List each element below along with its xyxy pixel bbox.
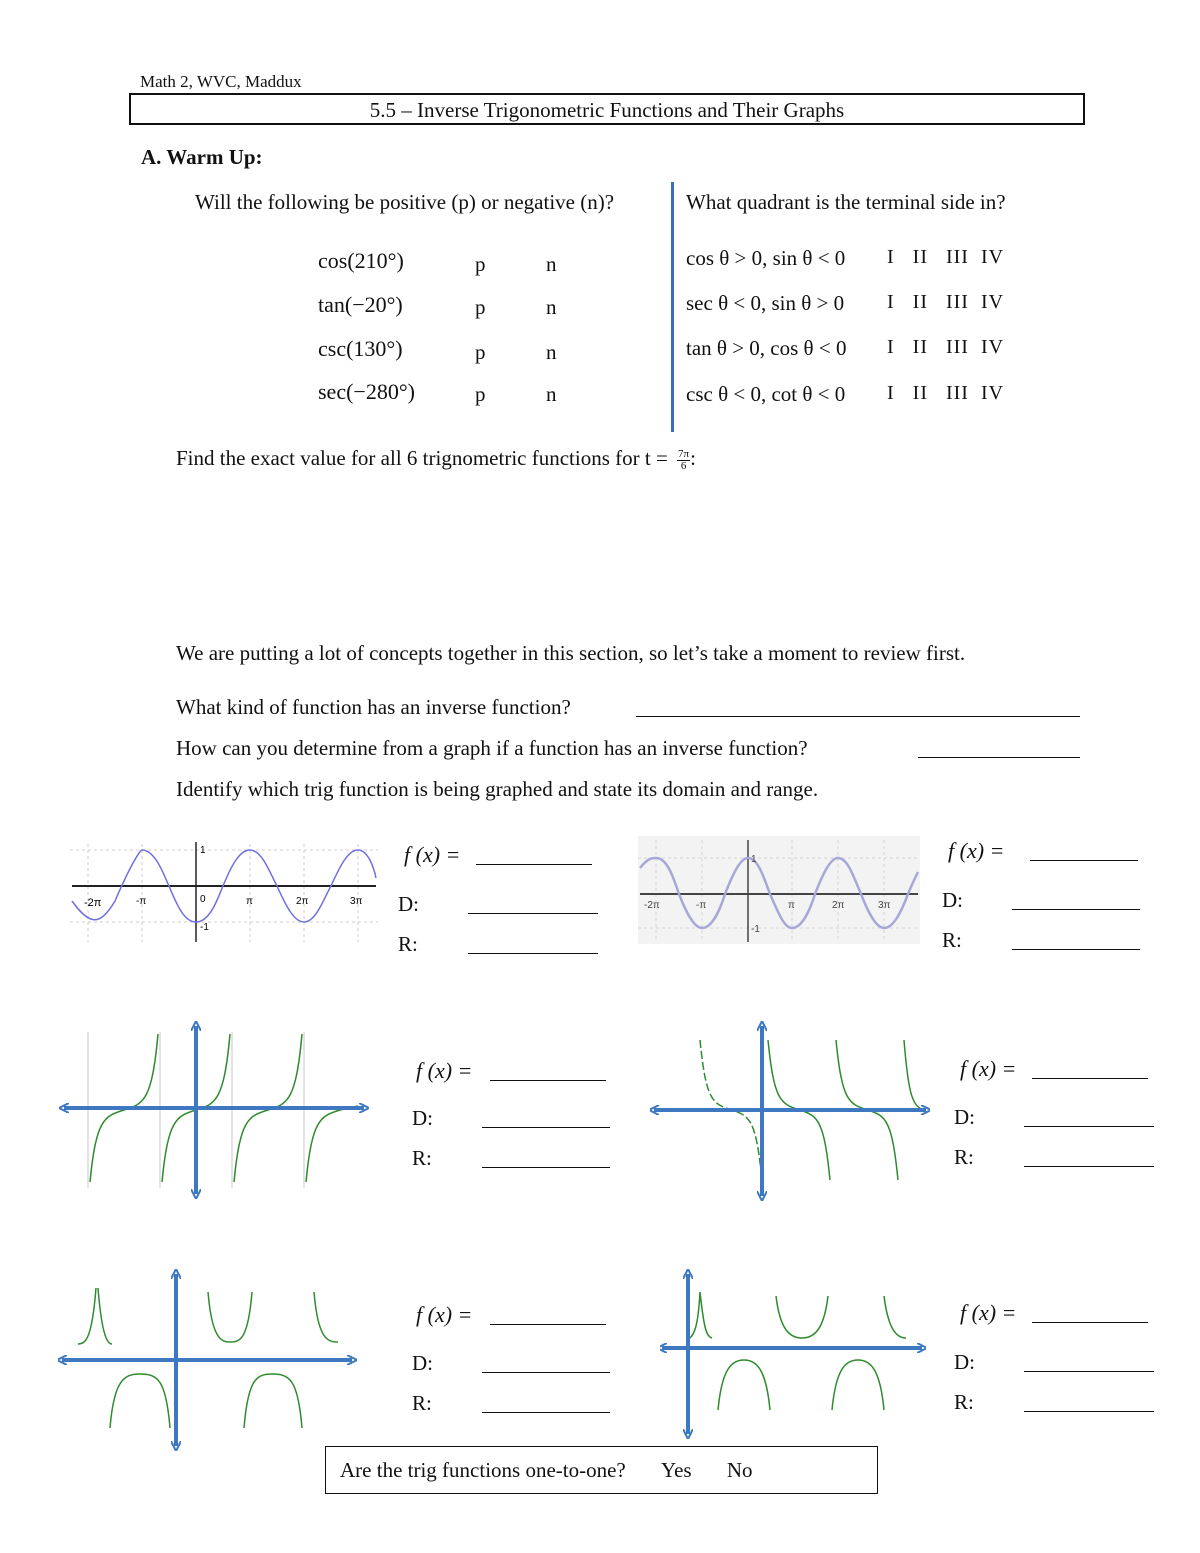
inverse-answer-blank[interactable]	[636, 696, 1080, 717]
fx-label-1: f (x) =	[404, 842, 461, 867]
g1-xtick-4: π	[246, 896, 253, 907]
quadrant-options-3[interactable]: I II III IV	[887, 336, 1005, 358]
domain-blank-4[interactable]	[1024, 1106, 1154, 1127]
domain-blank-1[interactable]	[468, 893, 598, 914]
quadrant-options-1[interactable]: I II III IV	[887, 246, 1005, 268]
g2-xtick-3: π	[788, 900, 795, 911]
sign-prompt: Will the following be positive (p) or negative (n)?	[195, 190, 615, 214]
g2-ytick-1: 1	[751, 854, 757, 865]
sign-expr-1: cos(210°)	[318, 248, 404, 273]
quadrant-condition-3: tan θ > 0, cos θ < 0	[686, 336, 847, 360]
inverse-question: What kind of function has an inverse function?	[176, 695, 571, 719]
page-title: 5.5 – Inverse Trigonometric Functions and Their Graphs	[129, 93, 1085, 125]
fraction	[677, 449, 690, 472]
quadrant-prompt: What quadrant is the terminal side in?	[686, 190, 1006, 214]
sign-expr-2: tan(−20°)	[318, 292, 403, 317]
range-blank-2[interactable]	[1012, 929, 1140, 950]
g2-xtick-5: 3π	[878, 900, 891, 911]
domain-label-2: D:	[942, 888, 963, 912]
exact-value-text: Find the exact value for all 6 trignometric functions for t =	[176, 446, 668, 470]
domain-blank-3[interactable]	[482, 1107, 610, 1128]
g1-xtick-1: -2π	[84, 897, 102, 909]
fx-blank-2[interactable]	[1030, 840, 1138, 861]
range-label-3: R:	[412, 1146, 432, 1170]
range-blank-4[interactable]	[1024, 1146, 1154, 1167]
g2-ytick-neg1: -1	[751, 924, 760, 935]
g1-ytick-neg1: -1	[200, 922, 209, 933]
domain-label-6: D:	[954, 1350, 975, 1374]
one-to-one-question: Are the trig functions one-to-one?	[340, 1458, 626, 1482]
sign-option-n-1[interactable]: n	[546, 252, 557, 276]
range-label-2: R:	[942, 928, 962, 952]
domain-label-5: D:	[412, 1351, 433, 1375]
g1-ytick-1: 1	[200, 845, 206, 856]
domain-label-1: D:	[398, 892, 419, 916]
yes-option[interactable]: Yes	[661, 1458, 692, 1482]
fx-label-4: f (x) =	[960, 1056, 1017, 1081]
range-label-4: R:	[954, 1145, 974, 1169]
sign-option-p-2[interactable]: p	[475, 295, 486, 319]
range-blank-1[interactable]	[468, 933, 598, 954]
quadrant-condition-4: csc θ < 0, cot θ < 0	[686, 382, 846, 406]
domain-label-4: D:	[954, 1105, 975, 1129]
graph-test-answer-blank[interactable]	[918, 737, 1080, 758]
range-blank-3[interactable]	[482, 1147, 610, 1168]
sign-option-n-3[interactable]: n	[546, 340, 557, 364]
sign-option-p-1[interactable]: p	[475, 252, 486, 276]
quadrant-options-2[interactable]: I II III IV	[887, 291, 1005, 313]
g1-xtick-6: 3π	[350, 896, 363, 907]
sign-expr-4: sec(−280°)	[318, 379, 415, 404]
fx-label-5: f (x) =	[416, 1302, 473, 1327]
column-divider	[671, 182, 674, 432]
fx-label-2: f (x) =	[948, 838, 1005, 863]
domain-blank-5[interactable]	[482, 1352, 610, 1373]
fx-blank-6[interactable]	[1032, 1302, 1148, 1323]
g1-xtick-2: -π	[136, 896, 147, 907]
one-to-one-box	[325, 1446, 878, 1494]
fx-blank-5[interactable]	[490, 1304, 606, 1325]
quadrant-condition-2: sec θ < 0, sin θ > 0	[686, 291, 845, 315]
g2-xtick-4: 2π	[832, 900, 845, 911]
section-a-heading: A. Warm Up:	[141, 145, 263, 169]
sign-option-n-2[interactable]: n	[546, 295, 557, 319]
sine-graph	[70, 838, 378, 944]
cotangent-graph	[650, 1020, 930, 1202]
quadrant-condition-1: cos θ > 0, sin θ < 0	[686, 246, 846, 270]
range-label-5: R:	[412, 1391, 432, 1415]
graph-test-question: How can you determine from a graph if a function has an inverse function?	[176, 736, 808, 760]
cosine-graph	[638, 836, 920, 944]
identify-instruction: Identify which trig function is being graphed and state its domain and range.	[176, 777, 819, 801]
range-label-1: R:	[398, 932, 418, 956]
range-blank-5[interactable]	[482, 1392, 610, 1413]
g2-xtick-2: -π	[696, 900, 707, 911]
fx-label-3: f (x) =	[416, 1058, 473, 1083]
sign-expr-3: csc(130°)	[318, 336, 403, 361]
fx-blank-3[interactable]	[490, 1060, 606, 1081]
exact-value-colon: :	[690, 446, 696, 470]
sign-option-p-3[interactable]: p	[475, 340, 486, 364]
fx-blank-1[interactable]	[476, 844, 592, 865]
tangent-graph	[58, 1020, 370, 1200]
fraction-denominator: 6	[680, 459, 687, 472]
domain-blank-2[interactable]	[1012, 889, 1140, 910]
fraction-numerator: 7π	[678, 447, 690, 460]
quadrant-options-4[interactable]: I II III IV	[887, 382, 1005, 404]
domain-label-3: D:	[412, 1106, 433, 1130]
g1-xtick-3: 0	[200, 894, 206, 905]
sign-option-n-4[interactable]: n	[546, 382, 557, 406]
cosecant-curves	[690, 1292, 906, 1410]
no-option[interactable]: No	[726, 1458, 753, 1482]
review-intro: We are putting a lot of concepts together in this section, so let’s take a moment to review first.	[176, 641, 966, 665]
sign-option-p-4[interactable]: p	[475, 382, 486, 406]
domain-blank-6[interactable]	[1024, 1351, 1154, 1372]
fx-label-6: f (x) =	[960, 1300, 1017, 1325]
exact-value-prompt	[176, 446, 696, 472]
secant-graph	[58, 1268, 358, 1452]
range-label-6: R:	[954, 1390, 974, 1414]
course-header: Math 2, WVC, Maddux	[140, 72, 302, 91]
fx-blank-4[interactable]	[1032, 1058, 1148, 1079]
cosecant-graph	[660, 1268, 926, 1440]
g1-xtick-5: 2π	[296, 896, 309, 907]
g2-xtick-1: -2π	[644, 900, 660, 911]
range-blank-6[interactable]	[1024, 1391, 1154, 1412]
